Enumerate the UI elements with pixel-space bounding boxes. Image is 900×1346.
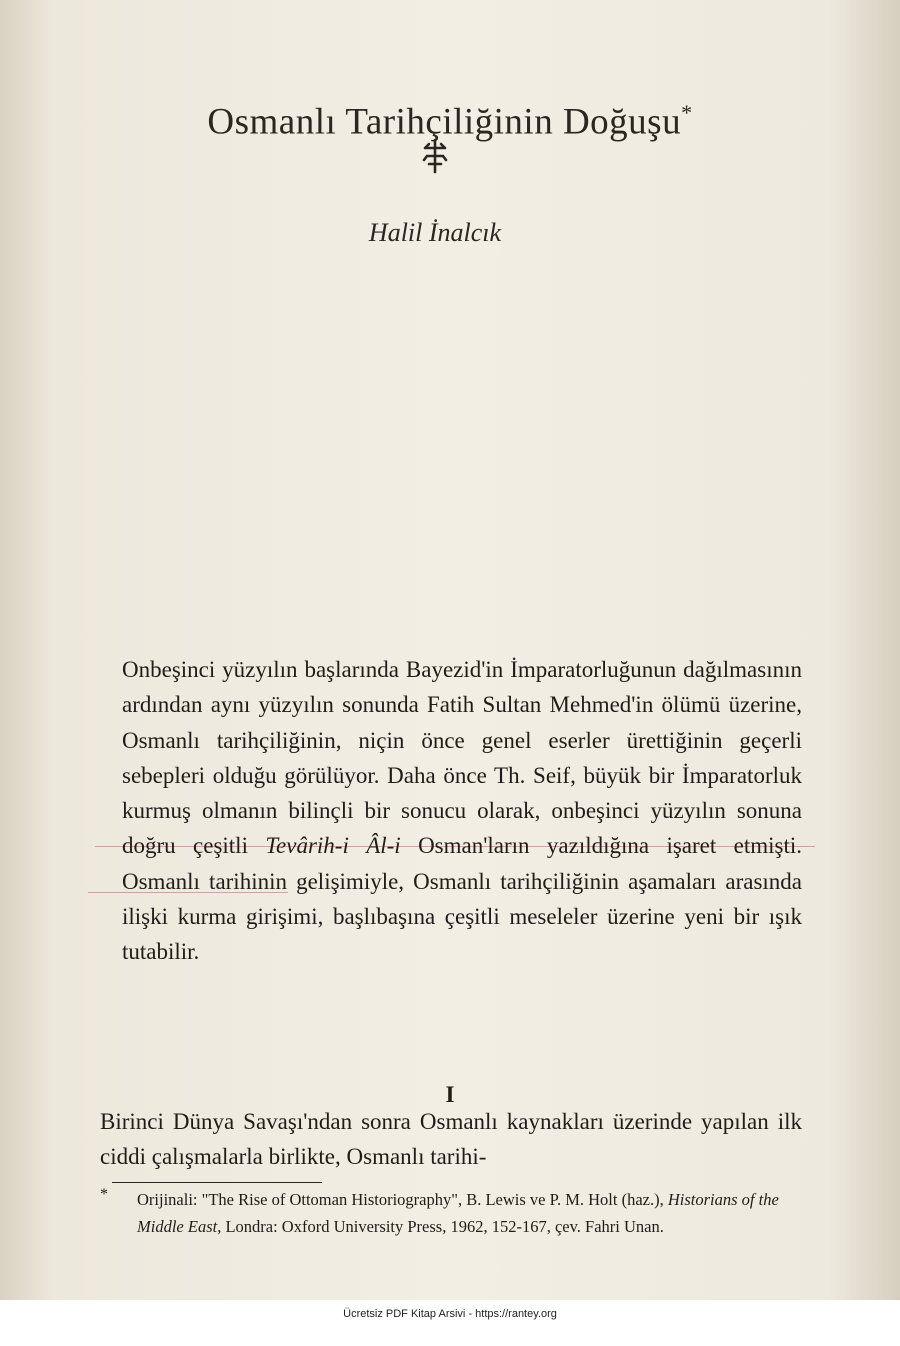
footnote — [137, 1186, 807, 1240]
ornament-icon — [420, 138, 450, 174]
chapter-title-text: Osmanlı Tarihçiliğinin Doğuşu — [207, 101, 682, 143]
author-name: Halil İnalcık — [368, 218, 502, 247]
chapter-title — [0, 100, 900, 143]
footnote-italic-title: Historians of the Middle East — [137, 1190, 779, 1236]
source-caption: Ücretsiz PDF Kitap Arsivi - https://rantey.org — [343, 1308, 557, 1320]
footnote-text: Orijinali: "The Rise of Ottoman Historiography", B. Lewis ve P. M. Holt (haz.), — [137, 1190, 668, 1209]
paragraph-italic-title: Tevârih-i Âl-i — [265, 833, 401, 859]
footnote-text: , Londra: Oxford University Press, 1962, 152-167, çev. Fahri Unan. — [217, 1217, 664, 1236]
paragraph-text: Osman'ların yazıldığına işaret etmişti. Osmanlı tarihinin gelişimiyle, Osmanlı tarihçiliğinin aşamaları arasında ilişki kurma girişimi, başlıbaşına çeşitli meseleler üzerine yeni bir ışık tutabilir. — [122, 833, 802, 965]
section-number: I — [445, 1082, 455, 1107]
title-footnote-mark: * — [681, 100, 693, 125]
footnote-mark: * — [100, 1186, 108, 1203]
body-paragraph — [122, 652, 802, 970]
footnote-rule — [112, 1182, 322, 1183]
paragraph-text: Onbeşinci yüzyılın başlarında Bayezid'in İmparatorluğunun dağılmasının ardından aynı yüzyılın sonunda Fatih Sultan Mehmed'in ölümü üzerine, Osmanlı tarihçiliğinin, niçin önce genel eserler ürettiğinin geçerli sebepleri olduğu görülüyor. Daha önce Th. Seif, büyük bir İmparatorluk kurmuş olmanın bilinçli bir sonucu olarak, onbeşinci yüzyılın sonuna doğru çeşitli — [122, 657, 802, 859]
body-paragraph-2: Birinci Dünya Savaşı'ndan sonra Osmanlı kaynakları üzerinde yapılan ilk ciddi çalışmalarla birlikte, Osmanlı tarihi- — [100, 1109, 802, 1169]
